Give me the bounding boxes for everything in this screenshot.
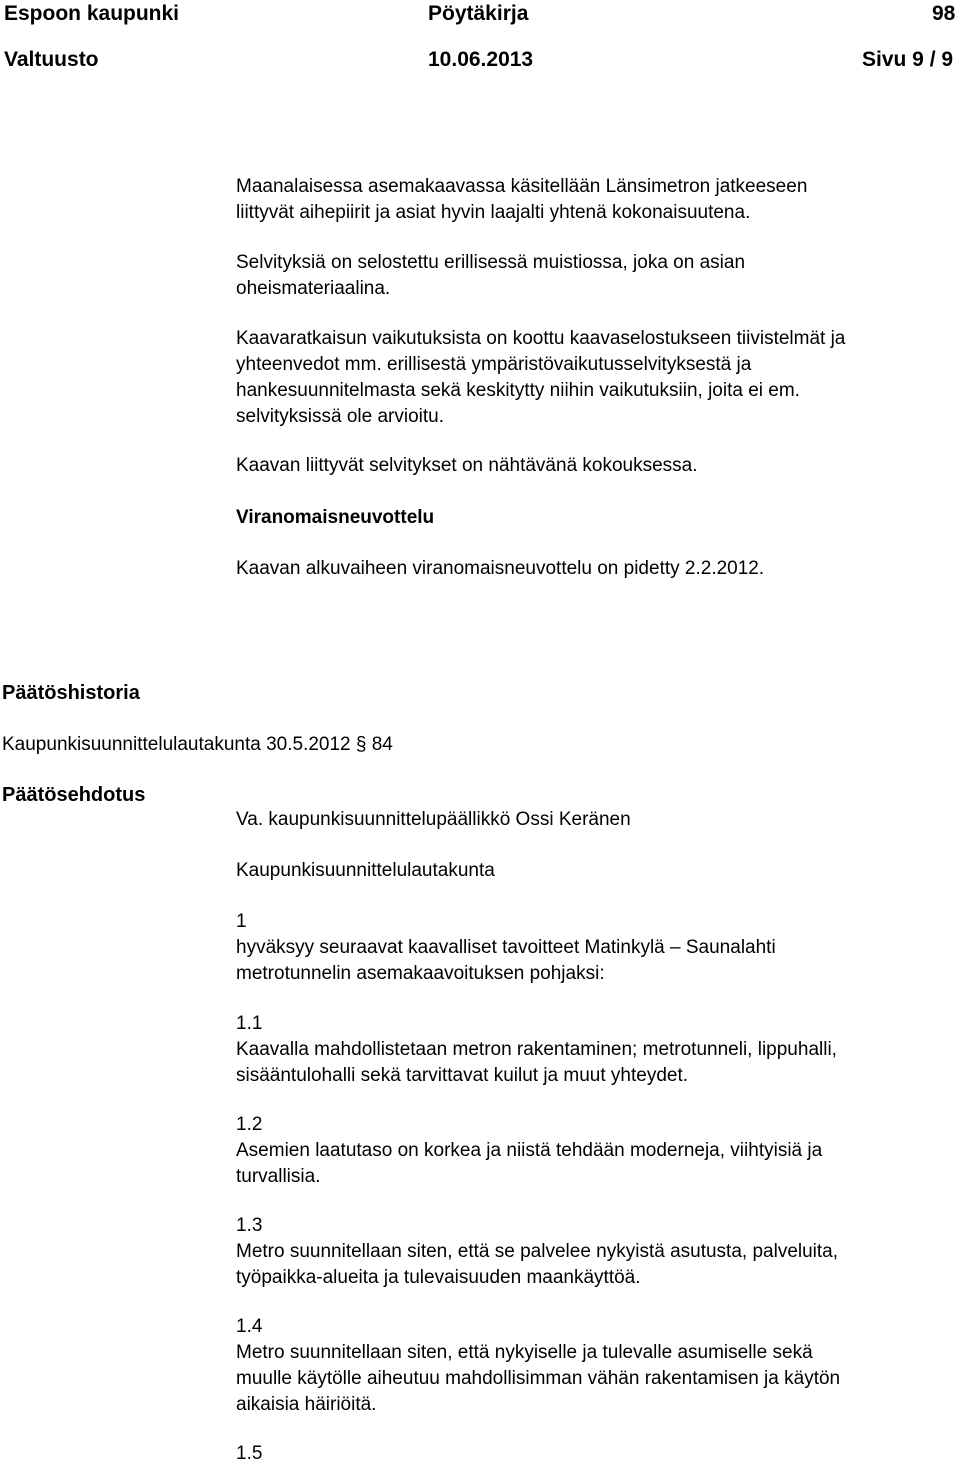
item-line: Metro suunnitellaan siten, että se palvelee nykyistä asutusta, palveluita, [236,1241,839,1262]
item-line: muulle käytölle aiheutuu mahdollisimman vähän rakentamisen ja käytön [236,1368,841,1389]
paragraph-impacts [236,326,845,430]
item-number: 1.5 [236,1443,263,1464]
proposal-item [236,1112,822,1190]
document-type: Pöytäkirja [428,2,529,25]
proposal-heading: Päätösehdotus [2,784,146,806]
paragraph-line: Maanalaisessa asemakaavassa käsitellään Länsimetron jatkeeseen [236,176,808,197]
paragraph-scope [236,174,807,226]
item-line: Kaavalla mahdollistetaan metron rakentaminen; metrotunneli, lippuhalli, [236,1039,837,1060]
meeting-date: 10.06.2013 [428,48,534,71]
page-number: Sivu 9 / 9 [862,48,954,71]
item-line: metrotunnelin asemakaavoituksen pohjaksi: [236,963,605,984]
paragraph-line: Kaavan liittyvät selvitykset on nähtävänä kokouksessa. [236,455,698,476]
proposal-item [236,909,776,987]
item-number: 1.2 [236,1114,263,1135]
paragraph-availability [236,453,698,479]
item-line: hyväksyy seuraavat kaavalliset tavoitteet Matinkylä – Saunalahti [236,937,776,958]
history-heading: Päätöshistoria [2,682,140,704]
proposal-board: Kaupunkisuunnittelulautakunta [236,860,495,881]
city-name: Espoon kaupunki [4,2,180,25]
proposal-item [236,1441,262,1467]
item-number: 1.1 [236,1013,263,1034]
paragraph-line: Kaavaratkaisun vaikutuksista on koottu kaavaselostukseen tiivistelmät ja [236,328,846,349]
item-line: työpaikka-alueita ja tulevaisuuden maankäyttöä. [236,1267,641,1288]
paragraph-line: Selvityksiä on selostettu erillisessä muistiossa, joka on asian [236,252,746,273]
item-line: aikaisia häiriöitä. [236,1394,377,1415]
item-line: Metro suunnitellaan siten, että nykyiselle ja tulevalle asumiselle sekä [236,1342,813,1363]
item-number: 1.4 [236,1316,263,1337]
proposal-presenter: Va. kaupunkisuunnittelupäällikkö Ossi Keränen [236,809,631,830]
section-number: 98 [932,2,956,25]
history-text: Kaupunkisuunnittelulautakunta 30.5.2012 § 84 [2,734,393,755]
paragraph-line: selvityksissä ole arvioitu. [236,406,445,427]
paragraph-studies [236,250,745,302]
item-line: Asemien laatutaso on korkea ja niistä tehdään moderneja, viihtyisiä ja [236,1140,823,1161]
body-name: Valtuusto [4,48,99,71]
proposal-item [236,1011,837,1089]
paragraph-line: liittyvät aihepiirit ja asiat hyvin laajalti yhtenä kokonaisuutena. [236,202,751,223]
consultation-heading: Viranomaisneuvottelu [236,507,435,528]
paragraph-line: hankesuunnitelmasta sekä keskitytty niihin vaikutuksiin, joita ei em. [236,380,800,401]
paragraph-line: oheismateriaalina. [236,278,391,299]
item-number: 1 [236,911,247,932]
item-number: 1.3 [236,1215,263,1236]
item-line: sisääntulohalli sekä tarvittavat kuilut ja muut yhteydet. [236,1065,689,1086]
proposal-item [236,1213,838,1291]
paragraph-line: yhteenvedot mm. erillisestä ympäristövaikutusselvityksestä ja [236,354,752,375]
consultation-text: Kaavan alkuvaiheen viranomaisneuvottelu on pidetty 2.2.2012. [236,558,765,579]
item-line: turvallisia. [236,1166,321,1187]
proposal-item [236,1314,840,1418]
